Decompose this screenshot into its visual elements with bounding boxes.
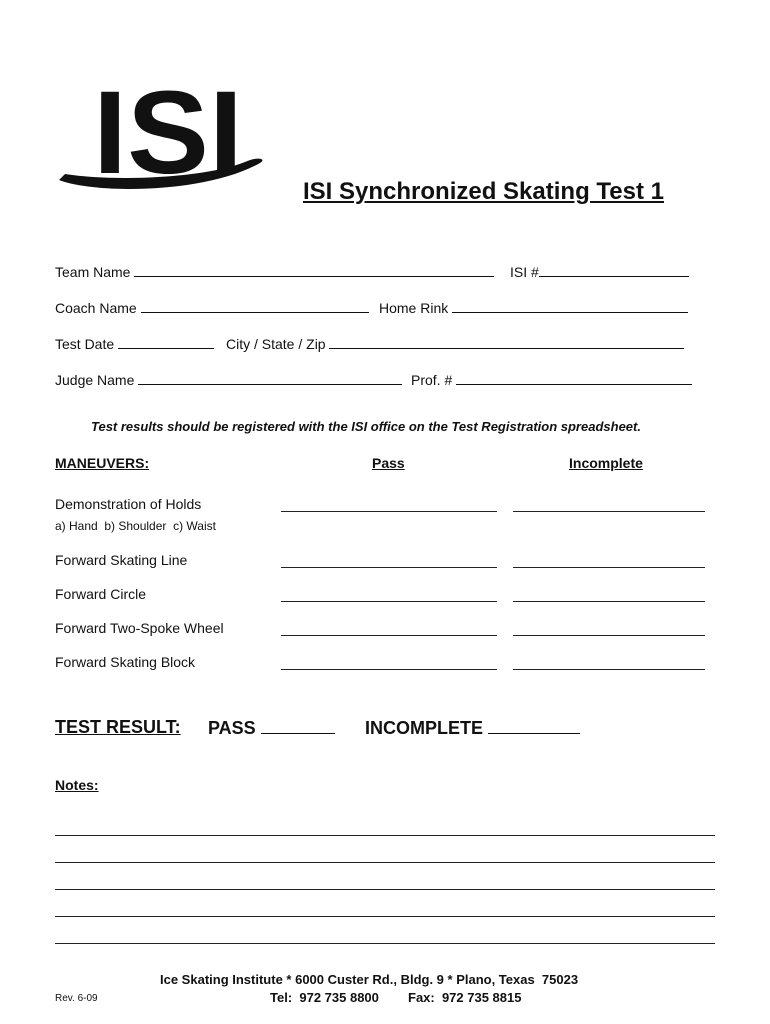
notes-line[interactable] [55,889,715,890]
incomplete-line[interactable] [513,601,705,602]
pass-result-line [261,717,335,734]
team-name-label: Team Name [55,264,131,280]
pass-line[interactable] [281,635,497,636]
test-result-text: TEST RESULT: [55,717,181,737]
maneuver-row-label: Forward Circle [55,586,147,602]
notes-line[interactable] [55,943,715,944]
prof-number-label: Prof. # [411,372,453,388]
svg-text:ISI: ISI [93,68,243,198]
incomplete-result-label: INCOMPLETE [365,718,484,738]
maneuver-row-sublabel: a) Hand b) Shoulder c) Waist [55,519,216,533]
incomplete-line[interactable] [513,635,705,636]
city-state-zip-line [329,334,684,349]
judge-name-field[interactable] [55,370,402,388]
prof-number-field[interactable] [411,370,692,388]
coach-name-label: Coach Name [55,300,137,316]
team-name-field[interactable] [55,262,494,280]
maneuver-row-label: Forward Two-Spoke Wheel [55,620,224,636]
incomplete-line[interactable] [513,669,705,670]
notes-line[interactable] [55,916,715,917]
city-state-zip-field[interactable] [226,334,684,352]
notes-line[interactable] [55,862,715,863]
pass-line[interactable] [281,669,497,670]
home-rink-label: Home Rink [379,300,449,316]
isi-logo-graphic [55,68,270,198]
isi-number-line [539,262,689,277]
footer-tel: Tel: 972 735 8800 [270,990,379,1005]
coach-name-field[interactable] [55,298,369,316]
maneuvers-header: MANEUVERS: [55,455,150,471]
city-state-zip-label: City / State / Zip [226,336,326,352]
pass-result-label: PASS [208,718,256,738]
pass-result[interactable] [208,717,335,739]
incomplete-result[interactable] [365,717,580,739]
isi-logo [55,68,270,198]
home-rink-line [452,298,688,313]
incomplete-header: Incomplete [569,455,643,471]
footer-fax: Fax: 972 735 8815 [408,990,522,1005]
team-name-line [134,262,494,277]
incomplete-line[interactable] [513,567,705,568]
isi-number-label: ISI # [510,264,539,280]
pass-line[interactable] [281,567,497,568]
maneuver-row-label: Forward Skating Line [55,552,188,568]
page-title: ISI Synchronized Skating Test 1 [303,178,664,205]
home-rink-field[interactable] [379,298,688,316]
maneuver-row-label: Demonstration of Holds [55,496,202,512]
test-result-label [55,717,181,738]
test-date-label: Test Date [55,336,115,352]
test-date-line [118,334,214,349]
pass-line[interactable] [281,601,497,602]
isi-number-field[interactable] [510,262,689,280]
instruction-text: Test results should be registered with the ISI office on the Test Registration spreadsheet. [91,419,641,434]
footer-address: Ice Skating Institute * 6000 Custer Rd., Bldg. 9 * Plano, Texas 75023 [160,972,579,987]
test-date-field[interactable] [55,334,214,352]
coach-name-line [141,298,369,313]
prof-number-line [456,370,692,385]
pass-header: Pass [372,455,405,471]
incomplete-line[interactable] [513,511,705,512]
maneuver-row-label: Forward Skating Block [55,654,196,670]
judge-name-label: Judge Name [55,372,135,388]
incomplete-result-line [488,717,580,734]
judge-name-line [138,370,402,385]
pass-line[interactable] [281,511,497,512]
revision-label: Rev. 6-09 [55,993,98,1004]
notes-line[interactable] [55,835,715,836]
notes-label: Notes: [55,777,99,793]
